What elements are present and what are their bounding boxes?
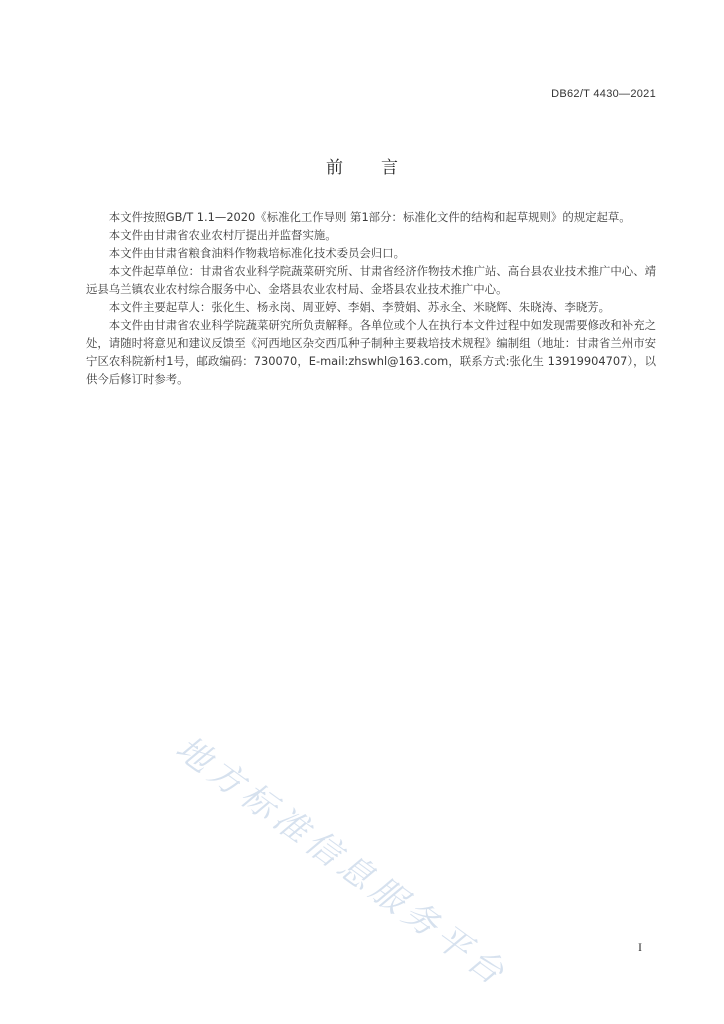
watermark-text: 地方标准信息服务平台 (168, 728, 516, 996)
paragraph-main-drafters: 本文件主要起草人：张化生、杨永岗、周亚婷、李娟、李赞娟、苏永全、米晓辉、朱晓涛、李晓芳。 (108, 300, 610, 314)
paragraph-proposer: 本文件由甘肃省农业农村厅提出并监督实施。 (108, 228, 337, 242)
paragraph-interpretation-feedback: 本文件由甘肃省农业科学院蔬菜研究所负责解释。各单位或个人在执行本文件过程中如发现需要修改和补充之处，请随时将意见和建议反馈至《河西地区杂交西瓜种子制种主要栽培技术规程》编制组（地址：甘肃省兰州市安宁区农科院新村1号，邮政编码：730070，E-mail:zhswhl@163.com，联系方式:张化生 13919904707），以供今后修订时参考。 (86, 318, 656, 386)
paragraph-drafting-rules: 本文件按照GB/T 1.1—2020《标准化工作导则 第1部分：标准化文件的结构和起草规则》的规定起草。 (108, 210, 631, 224)
paragraph-technical-committee: 本文件由甘肃省粮食油料作物栽培标准化技术委员会归口。 (108, 246, 405, 260)
page-title: 前言 (326, 158, 436, 178)
paragraph-drafting-units: 本文件起草单位：甘肃省农业科学院蔬菜研究所、甘肃省经济作物技术推广站、高台县农业技术推广中心、靖远县乌兰镇农业农村综合服务中心、金塔县农业农村局、金塔县农业技术推广中心。 (86, 264, 656, 296)
foreword-body (86, 208, 656, 388)
document-code: DB62/T 4430—2021 (551, 88, 656, 100)
page-number: I (638, 940, 642, 954)
